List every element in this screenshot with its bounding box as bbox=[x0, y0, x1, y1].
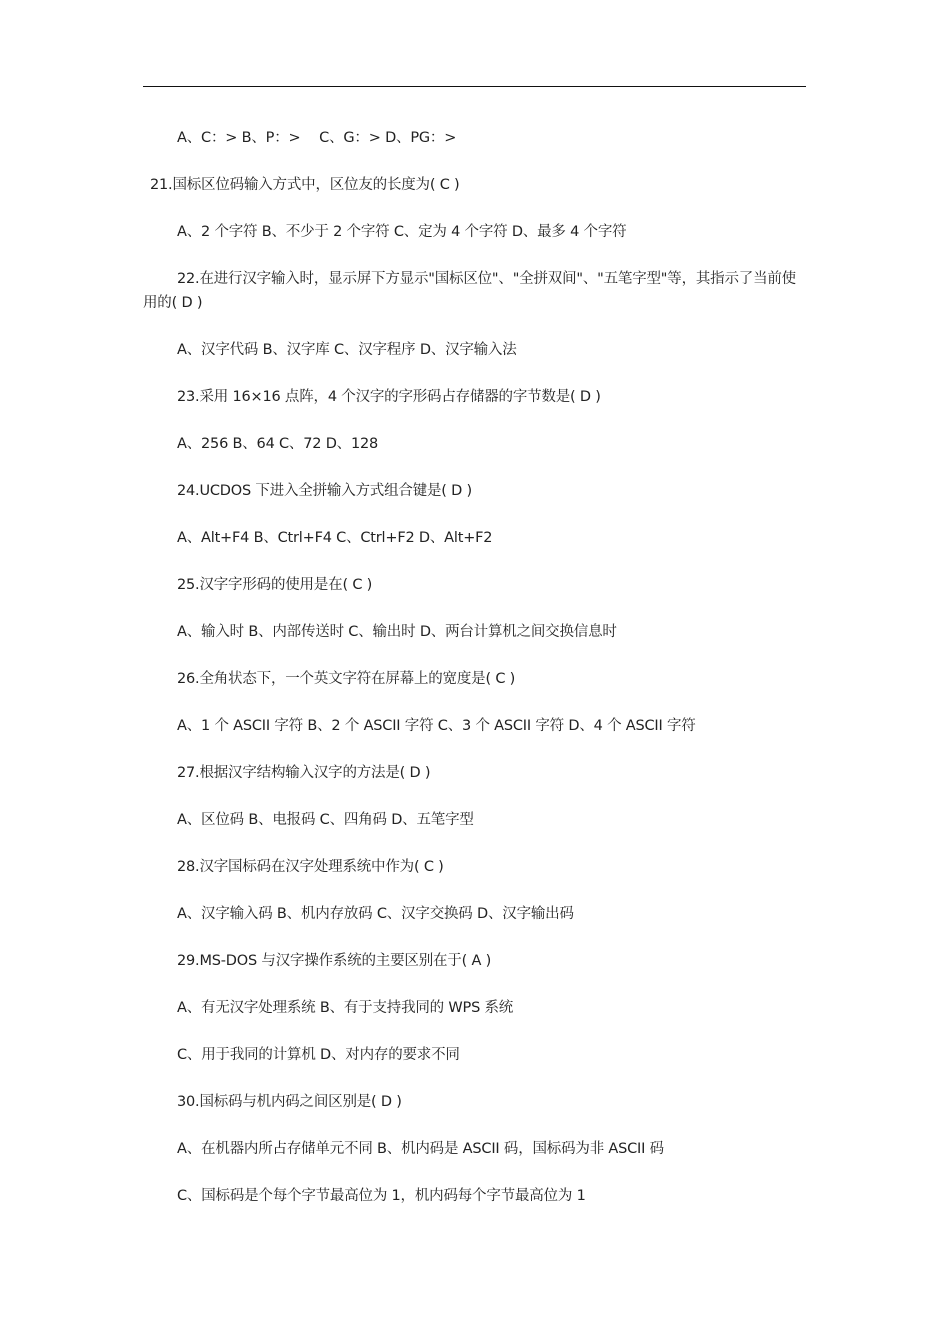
answer-options-28: A、汉字输入码 B、机内存放码 C、汉字交换码 D、汉字输出码 bbox=[177, 906, 574, 922]
question-24: 24.UCDOS 下进入全拼输入方式组合键是( D ) bbox=[177, 483, 472, 499]
answer-options-22: A、汉字代码 B、汉字库 C、汉字程序 D、汉字输入法 bbox=[177, 342, 517, 358]
question-21: 21.国标区位码输入方式中，区位友的长度为( C ) bbox=[150, 177, 460, 193]
answer-options-29-cd: C、用于我同的计算机 D、对内存的要求不同 bbox=[177, 1047, 460, 1063]
question-30: 30.国标码与机内码之间区别是( D ) bbox=[177, 1094, 402, 1110]
question-23: 23.采用 16×16 点阵，4 个汉字的字形码占存储器的字节数是( D ) bbox=[177, 389, 601, 405]
document-body bbox=[143, 126, 806, 1208]
answer-options-25: A、输入时 B、内部传送时 C、输出时 D、两台计算机之间交换信息时 bbox=[177, 624, 617, 640]
question-28: 28.汉字国标码在汉字处理系统中作为( C ) bbox=[177, 859, 444, 875]
question-26: 26.全角状态下，一个英文字符在屏幕上的宽度是( C ) bbox=[177, 671, 516, 687]
answer-options-26: A、1 个 ASCII 字符 B、2 个 ASCII 字符 C、3 个 ASCII 字符 D、4 个 ASCII 字符 bbox=[177, 718, 696, 734]
answer-options-21: A、2 个字符 B、不少于 2 个字符 C、定为 4 个字符 D、最多 4 个字符 bbox=[177, 224, 627, 240]
answer-options-23: A、256 B、64 C、72 D、128 bbox=[177, 436, 379, 452]
question-25: 25.汉字字形码的使用是在( C ) bbox=[177, 577, 373, 593]
answer-options-30-ab: A、在机器内所占存储单元不同 B、机内码是 ASCII 码，国标码为非 ASCII 码 bbox=[177, 1141, 664, 1157]
answer-options-20: A、C：> B、P：> C、G：> D、PG：> bbox=[177, 130, 457, 146]
answer-options-27: A、区位码 B、电报码 C、四角码 D、五笔字型 bbox=[177, 812, 474, 828]
answer-options-30-c: C、国标码是个每个字节最高位为 1，机内码每个字节最高位为 1 bbox=[177, 1188, 586, 1204]
question-22: 22.在进行汉字输入时，显示屏下方显示"国标区位"、"全拼双间"、"五笔字型"等，其指示了当前使用的( D ) bbox=[143, 271, 796, 311]
answer-options-24: A、Alt+F4 B、Ctrl+F4 C、Ctrl+F2 D、Alt+F2 bbox=[177, 530, 493, 546]
header-rule bbox=[143, 86, 806, 87]
question-29: 29.MS-DOS 与汉字操作系统的主要区别在于( A ) bbox=[177, 953, 492, 969]
answer-options-29-ab: A、有无汉字处理系统 B、有于支持我同的 WPS 系统 bbox=[177, 1000, 514, 1016]
question-27: 27.根据汉字结构输入汉字的方法是( D ) bbox=[177, 765, 431, 781]
